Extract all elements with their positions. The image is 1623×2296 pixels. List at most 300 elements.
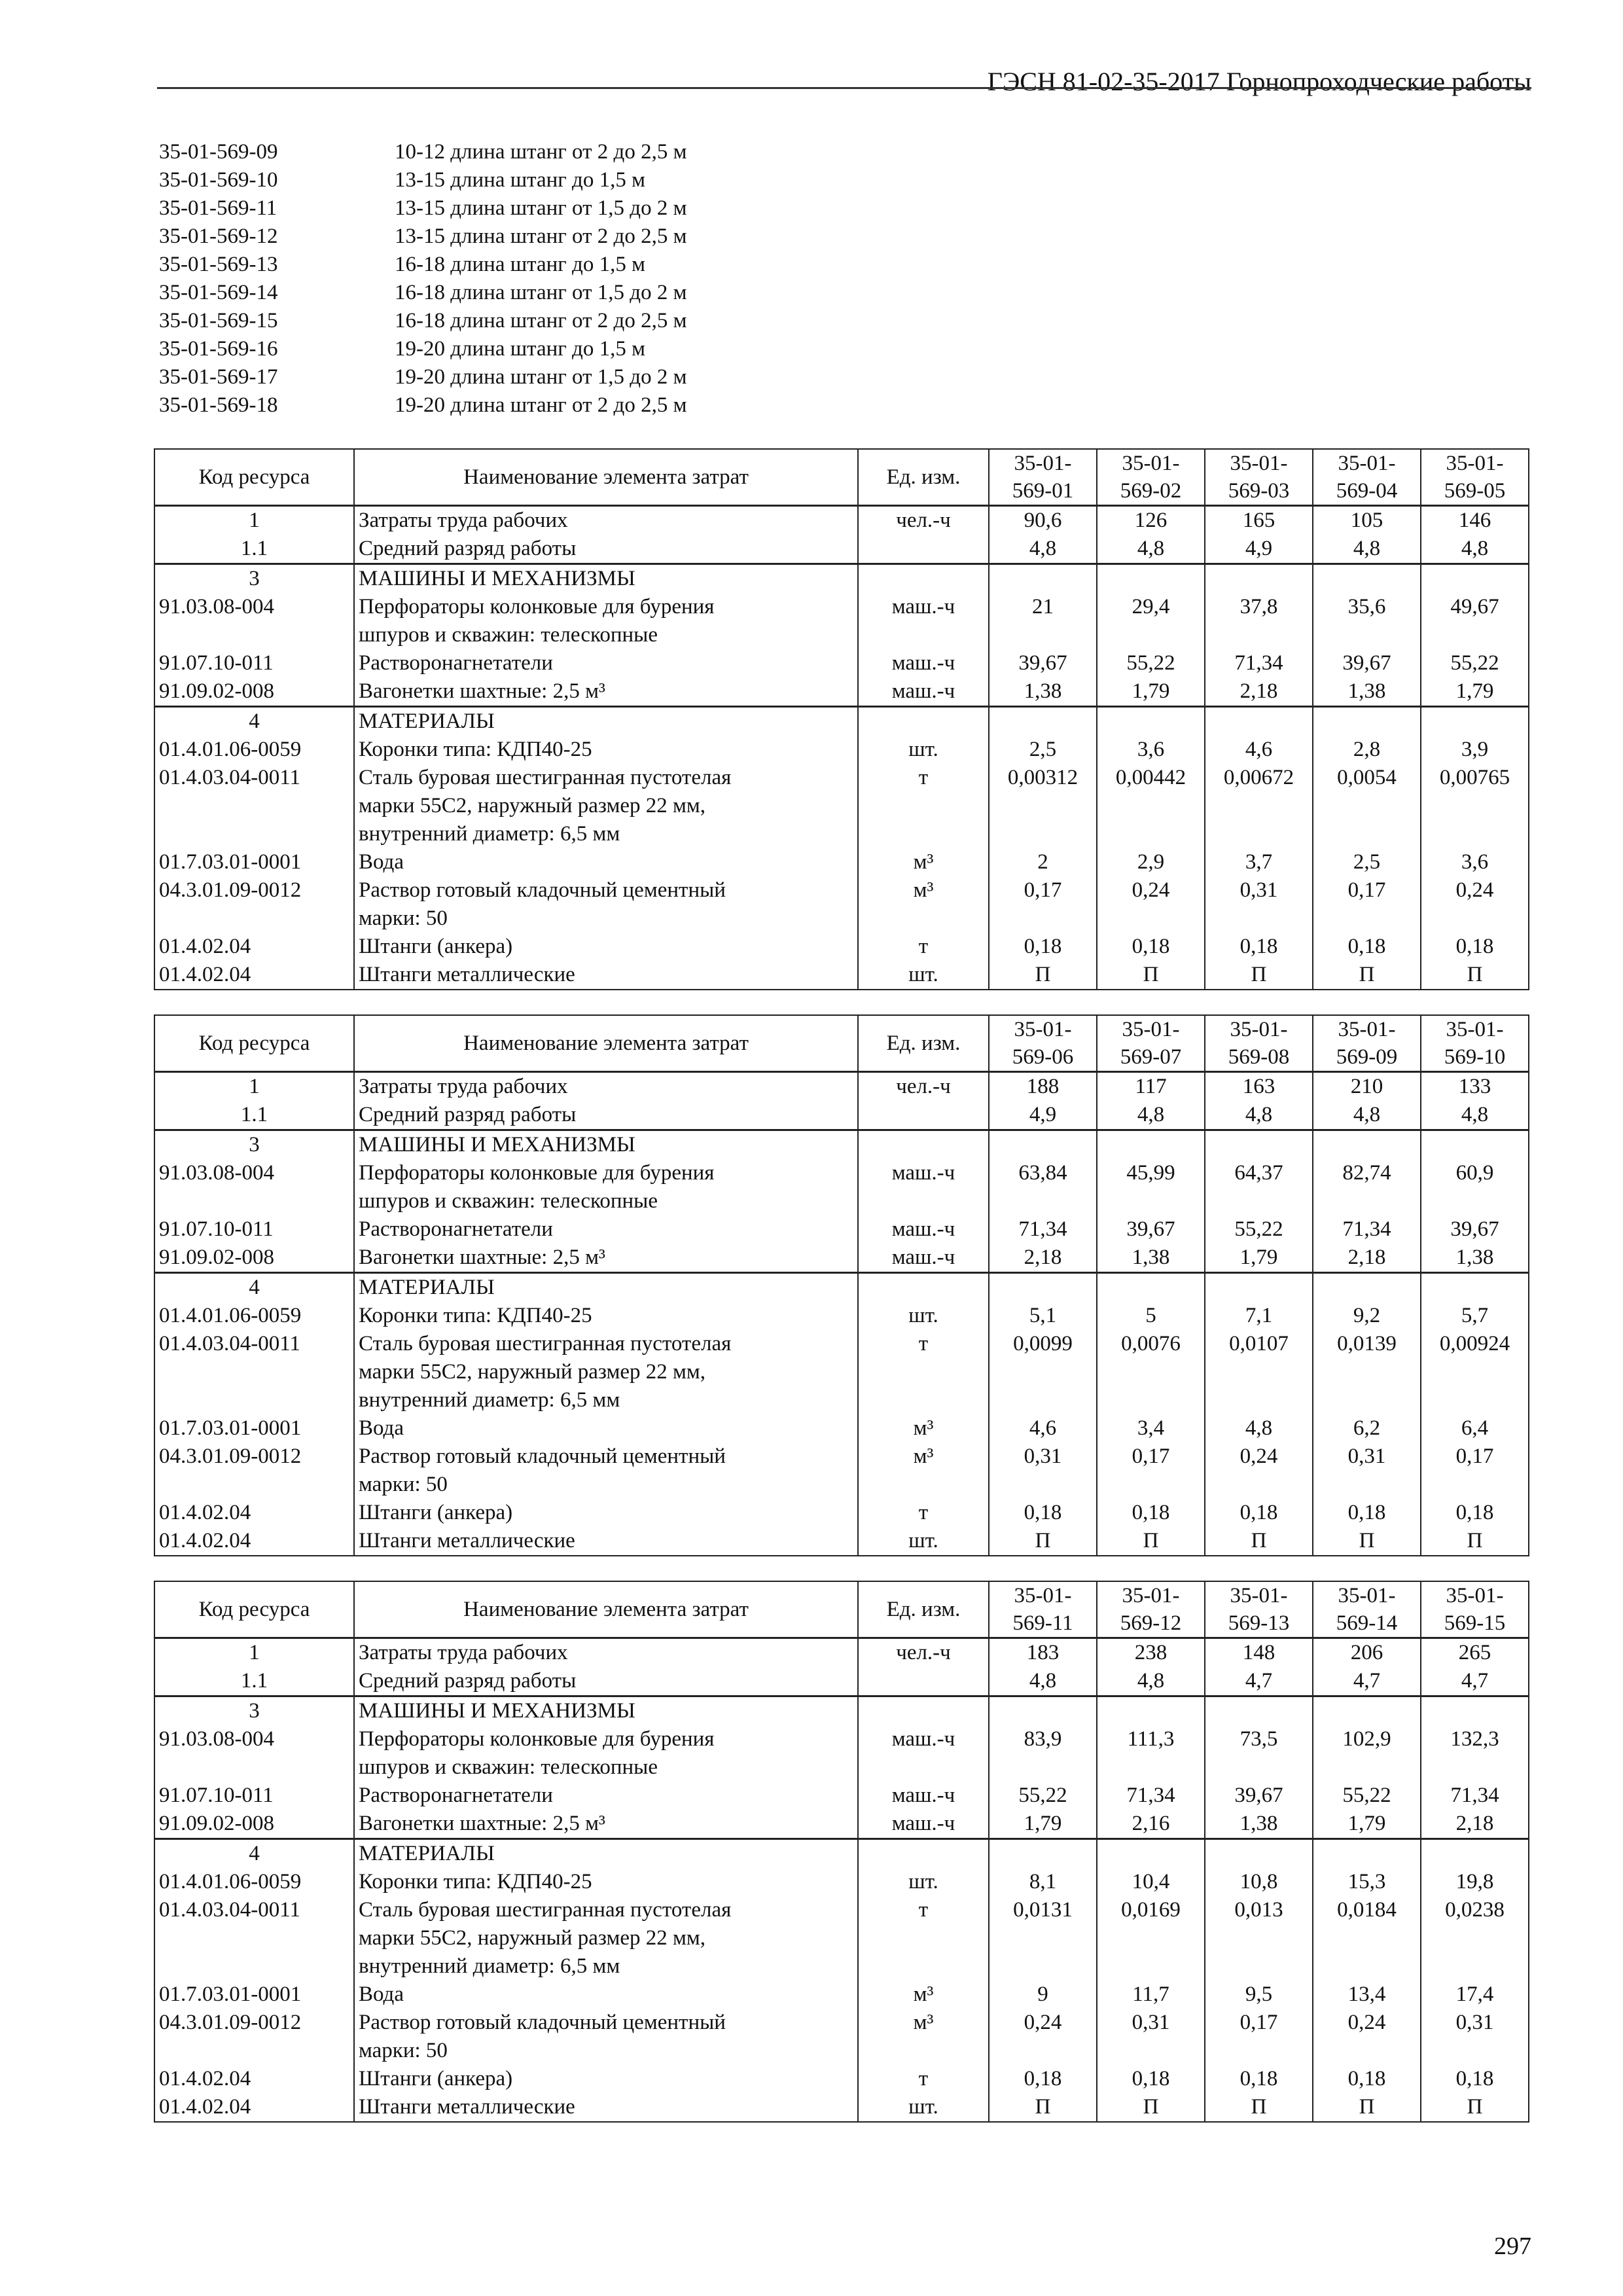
resource-name: МАТЕРИАЛЫ xyxy=(354,707,858,736)
resource-code xyxy=(154,1386,354,1414)
table-row xyxy=(154,506,1529,535)
resource-unit xyxy=(858,2037,989,2065)
resource-code: 4 xyxy=(154,1273,354,1302)
resource-value xyxy=(989,1358,1097,1386)
table-row xyxy=(154,1101,1529,1130)
resource-unit: чел.-ч xyxy=(858,1638,989,1668)
resource-code: 91.03.08-004 xyxy=(154,1725,354,1753)
code: 35-01-569-15 xyxy=(159,309,278,332)
resource-value: 2,5 xyxy=(989,736,1097,764)
header-norm-code xyxy=(1421,1015,1529,1072)
resource-value: 0,0139 xyxy=(1313,1330,1421,1358)
resource-value: 7,1 xyxy=(1205,1302,1313,1330)
resource-name: марки: 50 xyxy=(354,1471,858,1499)
header-code: Код ресурса xyxy=(154,1581,354,1638)
resource-code: 91.07.10-011 xyxy=(154,649,354,677)
resource-name: шпуров и скважин: телескопные xyxy=(354,1187,858,1215)
table-row xyxy=(154,707,1529,736)
resource-name: Раствор готовый кладочный цементный xyxy=(354,1443,858,1471)
resource-value xyxy=(1313,1696,1421,1726)
resource-value: 1,79 xyxy=(1205,1244,1313,1273)
resource-value xyxy=(1205,1273,1313,1302)
resource-value: 0,0184 xyxy=(1313,1896,1421,1924)
resource-value: 13,4 xyxy=(1313,1981,1421,2009)
resource-value: 0,0107 xyxy=(1205,1330,1313,1358)
header-name: Наименование элемента затрат xyxy=(354,449,858,506)
resource-value: 55,22 xyxy=(1097,649,1205,677)
norm-code-line2: 569-04 xyxy=(1336,479,1398,503)
resource-name: шпуров и скважин: телескопные xyxy=(354,1753,858,1782)
table-row xyxy=(154,1638,1529,1668)
resource-value: 0,18 xyxy=(1313,2065,1421,2093)
resource-name: Затраты труда рабочих xyxy=(354,1072,858,1102)
norm-code-line2: 569-07 xyxy=(1120,1045,1182,1069)
resource-value: 0,31 xyxy=(1313,1443,1421,1471)
table-row xyxy=(154,1215,1529,1244)
resource-value: 1,79 xyxy=(1097,677,1205,707)
resource-value xyxy=(1097,1386,1205,1414)
resource-value: 39,67 xyxy=(1205,1782,1313,1810)
resource-name: Штанги металлические xyxy=(354,961,858,990)
resource-value: 102,9 xyxy=(1313,1725,1421,1753)
code: 35-01-569-14 xyxy=(159,281,278,304)
code-description: 16-18 длина штанг до 1,5 м xyxy=(395,253,645,276)
resource-value xyxy=(1421,1386,1529,1414)
resource-value xyxy=(1205,707,1313,736)
resource-name: шпуров и скважин: телескопные xyxy=(354,621,858,649)
resource-value: 4,6 xyxy=(989,1414,1097,1443)
table-row xyxy=(154,1696,1529,1726)
resource-value xyxy=(1421,1924,1529,1952)
resource-value: 39,67 xyxy=(1421,1215,1529,1244)
resource-value: П xyxy=(1421,2093,1529,2122)
table-row xyxy=(154,2065,1529,2093)
resource-value: 1,79 xyxy=(989,1810,1097,1839)
resource-value: 2 xyxy=(989,848,1097,876)
resource-name: Затраты труда рабочих xyxy=(354,1638,858,1668)
resource-value: 55,22 xyxy=(1205,1215,1313,1244)
resource-value xyxy=(1313,1273,1421,1302)
resource-value xyxy=(1205,1130,1313,1160)
resource-unit: т xyxy=(858,2065,989,2093)
table-row xyxy=(154,564,1529,594)
norm-code-line2: 569-12 xyxy=(1120,1611,1182,1635)
norm-code-line1: 35-01- xyxy=(1014,1584,1072,1607)
resource-name: Штанги (анкера) xyxy=(354,1499,858,1527)
resource-unit xyxy=(858,1696,989,1726)
resource-name: Вагонетки шахтные: 2,5 м³ xyxy=(354,1810,858,1839)
resource-value xyxy=(1205,1187,1313,1215)
resource-value xyxy=(1421,621,1529,649)
resource-value xyxy=(1205,564,1313,594)
code-description: 10-12 длина штанг от 2 до 2,5 м xyxy=(395,140,687,164)
resource-value xyxy=(1313,1753,1421,1782)
resource-value: 45,99 xyxy=(1097,1159,1205,1187)
resource-value: 210 xyxy=(1313,1072,1421,1102)
resource-value: 5 xyxy=(1097,1302,1205,1330)
resource-value: П xyxy=(1313,2093,1421,2122)
table-row xyxy=(154,1130,1529,1160)
resource-value: П xyxy=(989,2093,1097,2122)
resource-unit: т xyxy=(858,1896,989,1924)
resource-value: 0,24 xyxy=(989,2009,1097,2037)
norm-code-line2: 569-06 xyxy=(1012,1045,1074,1069)
resource-unit: маш.-ч xyxy=(858,649,989,677)
norm-code-line2: 569-15 xyxy=(1444,1611,1506,1635)
resource-name: Растворонагнетатели xyxy=(354,1782,858,1810)
table-row xyxy=(154,2093,1529,2122)
table-row xyxy=(154,1896,1529,1924)
table-row xyxy=(154,1330,1529,1358)
header-norm-code xyxy=(1313,1015,1421,1072)
resource-value: 8,1 xyxy=(989,1868,1097,1896)
norm-code-line1: 35-01- xyxy=(1122,1018,1180,1041)
resource-value: 206 xyxy=(1313,1638,1421,1668)
resource-value xyxy=(1313,820,1421,848)
resource-name: Средний разряд работы xyxy=(354,1101,858,1130)
resource-unit xyxy=(858,1130,989,1160)
table-row xyxy=(154,1782,1529,1810)
header-norm-code xyxy=(1421,1581,1529,1638)
resource-unit xyxy=(858,1187,989,1215)
table-row xyxy=(154,1981,1529,2009)
resource-unit: шт. xyxy=(858,2093,989,2122)
resource-unit xyxy=(858,1839,989,1869)
table-row xyxy=(154,1358,1529,1386)
resource-value: 4,8 xyxy=(1097,1667,1205,1696)
resource-value: 2,8 xyxy=(1313,736,1421,764)
table-row xyxy=(154,1667,1529,1696)
code-list xyxy=(159,138,687,420)
resource-value: П xyxy=(989,1527,1097,1556)
resource-name: марки 55С2, наружный размер 22 мм, xyxy=(354,1924,858,1952)
resource-name: Коронки типа: КДП40-25 xyxy=(354,1302,858,1330)
resource-value: 71,34 xyxy=(1097,1782,1205,1810)
resource-value xyxy=(989,1839,1097,1869)
resource-name: внутренний диаметр: 6,5 мм xyxy=(354,820,858,848)
code: 35-01-569-16 xyxy=(159,337,278,361)
resource-value xyxy=(1421,564,1529,594)
resource-value xyxy=(1421,820,1529,848)
norm-code-line1: 35-01- xyxy=(1338,452,1396,475)
resource-value: 4,7 xyxy=(1421,1667,1529,1696)
resource-code: 01.4.03.04-0011 xyxy=(154,1330,354,1358)
resource-unit: м³ xyxy=(858,1443,989,1471)
resource-name: Средний разряд работы xyxy=(354,1667,858,1696)
resource-code: 04.3.01.09-0012 xyxy=(154,876,354,905)
code-list-item xyxy=(159,251,687,279)
code-list-item xyxy=(159,166,687,194)
norm-code-line1: 35-01- xyxy=(1014,1018,1072,1041)
resource-value: П xyxy=(1097,961,1205,990)
resource-value xyxy=(1205,1386,1313,1414)
resource-value: 0,18 xyxy=(1205,2065,1313,2093)
resource-value: 117 xyxy=(1097,1072,1205,1102)
resource-value: 4,7 xyxy=(1205,1667,1313,1696)
table-row xyxy=(154,621,1529,649)
resource-value xyxy=(1097,2037,1205,2065)
resource-value: 4,8 xyxy=(989,1667,1097,1696)
code-description: 19-20 длина штанг от 1,5 до 2 м xyxy=(395,365,687,389)
code-list-item xyxy=(159,363,687,391)
resource-code xyxy=(154,792,354,820)
resource-value xyxy=(1421,1839,1529,1869)
resource-code: 4 xyxy=(154,707,354,736)
resource-value xyxy=(1421,1696,1529,1726)
norm-code-line2: 569-05 xyxy=(1444,479,1506,503)
resource-value: 4,9 xyxy=(1205,535,1313,564)
resource-value: 0,17 xyxy=(1421,1443,1529,1471)
resource-value xyxy=(1097,1952,1205,1981)
resource-code xyxy=(154,1753,354,1782)
resource-code: 01.4.01.06-0059 xyxy=(154,736,354,764)
resource-value: П xyxy=(1097,1527,1205,1556)
table-row xyxy=(154,1072,1529,1102)
resource-value xyxy=(1421,905,1529,933)
resource-value: 35,6 xyxy=(1313,593,1421,621)
resource-value: 55,22 xyxy=(1313,1782,1421,1810)
resource-value: 0,00312 xyxy=(989,764,1097,792)
resource-value: 0,24 xyxy=(1205,1443,1313,1471)
resource-code: 1 xyxy=(154,1638,354,1668)
resource-value xyxy=(1421,1130,1529,1160)
resource-value: 2,18 xyxy=(1313,1244,1421,1273)
resource-value xyxy=(1421,1952,1529,1981)
resource-code: 01.4.02.04 xyxy=(154,933,354,961)
resource-value: 265 xyxy=(1421,1638,1529,1668)
header-norm-code xyxy=(1421,449,1529,506)
resource-name: Затраты труда рабочих xyxy=(354,506,858,535)
resource-value: 4,9 xyxy=(989,1101,1097,1130)
resource-value: 4,8 xyxy=(1421,1101,1529,1130)
code-description: 16-18 длина штанг от 2 до 2,5 м xyxy=(395,309,687,332)
resource-code: 1.1 xyxy=(154,1101,354,1130)
resource-value: 6,2 xyxy=(1313,1414,1421,1443)
resource-value: 0,00442 xyxy=(1097,764,1205,792)
resource-value: 188 xyxy=(989,1072,1097,1102)
resource-value: П xyxy=(1421,1527,1529,1556)
resource-value: 183 xyxy=(989,1638,1097,1668)
resource-value: 0,18 xyxy=(989,1499,1097,1527)
resource-value: 1,38 xyxy=(1205,1810,1313,1839)
header-code: Код ресурса xyxy=(154,449,354,506)
code-list-item xyxy=(159,335,687,363)
resource-code: 1.1 xyxy=(154,535,354,564)
resource-unit: т xyxy=(858,1330,989,1358)
header-code: Код ресурса xyxy=(154,1015,354,1072)
resource-value xyxy=(1097,1130,1205,1160)
code: 35-01-569-18 xyxy=(159,393,278,417)
resource-value: 3,6 xyxy=(1421,848,1529,876)
resource-value xyxy=(989,707,1097,736)
resource-value xyxy=(1205,905,1313,933)
resource-value: 0,0054 xyxy=(1313,764,1421,792)
norm-code-line1: 35-01- xyxy=(1338,1584,1396,1607)
code: 35-01-569-13 xyxy=(159,253,278,276)
resource-value xyxy=(1097,707,1205,736)
resource-value: 6,4 xyxy=(1421,1414,1529,1443)
resource-value: 9,2 xyxy=(1313,1302,1421,1330)
resource-value: 0,013 xyxy=(1205,1896,1313,1924)
resource-unit: т xyxy=(858,1499,989,1527)
resource-value xyxy=(989,820,1097,848)
resource-value: 0,18 xyxy=(1421,933,1529,961)
resource-value: 0,24 xyxy=(1313,2009,1421,2037)
resource-code: 91.09.02-008 xyxy=(154,1810,354,1839)
resource-code xyxy=(154,1358,354,1386)
resource-value xyxy=(1313,2037,1421,2065)
resource-code: 91.09.02-008 xyxy=(154,1244,354,1273)
norm-code-line1: 35-01- xyxy=(1122,1584,1180,1607)
table-row xyxy=(154,933,1529,961)
resource-table xyxy=(154,1014,1529,1556)
resource-value: 0,18 xyxy=(1313,1499,1421,1527)
resource-value: 4,6 xyxy=(1205,736,1313,764)
norm-code-line1: 35-01- xyxy=(1338,1018,1396,1041)
resource-value: П xyxy=(1421,961,1529,990)
resource-unit xyxy=(858,1273,989,1302)
code-description: 13-15 длина штанг от 1,5 до 2 м xyxy=(395,196,687,220)
resource-value: 2,18 xyxy=(989,1244,1097,1273)
resource-name: Штанги (анкера) xyxy=(354,933,858,961)
resource-name: Раствор готовый кладочный цементный xyxy=(354,2009,858,2037)
resource-value: 0,0131 xyxy=(989,1896,1097,1924)
resource-unit: маш.-ч xyxy=(858,1215,989,1244)
resource-value xyxy=(1097,1839,1205,1869)
header-norm-code xyxy=(1097,1015,1205,1072)
table-row xyxy=(154,1159,1529,1187)
resource-unit: м³ xyxy=(858,2009,989,2037)
table-row xyxy=(154,677,1529,707)
norm-code-line2: 569-08 xyxy=(1228,1045,1290,1069)
resource-value: 82,74 xyxy=(1313,1159,1421,1187)
resource-value xyxy=(1313,905,1421,933)
resource-value xyxy=(1313,1924,1421,1952)
table-header-row xyxy=(154,449,1529,506)
resource-name: внутренний диаметр: 6,5 мм xyxy=(354,1386,858,1414)
resource-value: П xyxy=(1097,2093,1205,2122)
resource-name: Сталь буровая шестигранная пустотелая xyxy=(354,1330,858,1358)
code: 35-01-569-11 xyxy=(159,196,277,220)
table-row xyxy=(154,1753,1529,1782)
table-row xyxy=(154,1839,1529,1869)
resource-code: 01.4.01.06-0059 xyxy=(154,1868,354,1896)
resource-value: 0,31 xyxy=(1097,2009,1205,2037)
resource-value: 1,79 xyxy=(1421,677,1529,707)
resource-value: 0,18 xyxy=(1421,1499,1529,1527)
norm-code-line1: 35-01- xyxy=(1230,1584,1288,1607)
resource-value: 0,00765 xyxy=(1421,764,1529,792)
resource-value: 1,38 xyxy=(1421,1244,1529,1273)
resource-code xyxy=(154,1187,354,1215)
resource-value xyxy=(989,1273,1097,1302)
header-rule xyxy=(157,87,1531,89)
resource-value xyxy=(1097,621,1205,649)
resource-value: 29,4 xyxy=(1097,593,1205,621)
resource-code xyxy=(154,1952,354,1981)
header-name: Наименование элемента затрат xyxy=(354,1015,858,1072)
resource-unit: чел.-ч xyxy=(858,1072,989,1102)
resource-value: 165 xyxy=(1205,506,1313,535)
table-row xyxy=(154,1244,1529,1273)
resource-value xyxy=(1421,2037,1529,2065)
table-header-row xyxy=(154,1015,1529,1072)
resource-value: 64,37 xyxy=(1205,1159,1313,1187)
resource-code: 1 xyxy=(154,1072,354,1102)
resource-code xyxy=(154,1924,354,1952)
resource-value: 0,18 xyxy=(1205,1499,1313,1527)
resource-code: 01.4.01.06-0059 xyxy=(154,1302,354,1330)
table-row xyxy=(154,2009,1529,2037)
resource-code: 04.3.01.09-0012 xyxy=(154,2009,354,2037)
norm-code-line2: 569-02 xyxy=(1120,479,1182,503)
resource-unit xyxy=(858,564,989,594)
resource-unit: маш.-ч xyxy=(858,1244,989,1273)
resource-value: 163 xyxy=(1205,1072,1313,1102)
code-list-item xyxy=(159,138,687,166)
resource-value: 60,9 xyxy=(1421,1159,1529,1187)
header-unit: Ед. изм. xyxy=(858,1015,989,1072)
resource-name: МАШИНЫ И МЕХАНИЗМЫ xyxy=(354,1696,858,1726)
header-norm-code xyxy=(989,449,1097,506)
resource-name: Сталь буровая шестигранная пустотелая xyxy=(354,764,858,792)
resource-value: 10,4 xyxy=(1097,1868,1205,1896)
resource-value xyxy=(1421,1753,1529,1782)
resource-value xyxy=(989,792,1097,820)
resource-name: марки 55С2, наружный размер 22 мм, xyxy=(354,792,858,820)
resource-value xyxy=(1097,1696,1205,1726)
resource-name: марки: 50 xyxy=(354,905,858,933)
resource-value xyxy=(1313,621,1421,649)
resource-code: 91.09.02-008 xyxy=(154,677,354,707)
resource-name: Вода xyxy=(354,1414,858,1443)
resource-value xyxy=(989,1924,1097,1952)
resource-value: 4,8 xyxy=(989,535,1097,564)
norm-code-line1: 35-01- xyxy=(1446,452,1504,475)
resource-value: 0,24 xyxy=(1097,876,1205,905)
resource-value: 3,6 xyxy=(1097,736,1205,764)
resource-value: 0,24 xyxy=(1421,876,1529,905)
header-norm-code xyxy=(1313,449,1421,506)
resource-value xyxy=(1097,1924,1205,1952)
resource-value: 0,18 xyxy=(1313,933,1421,961)
resource-value xyxy=(1421,707,1529,736)
resource-unit: шт. xyxy=(858,1868,989,1896)
table-row xyxy=(154,1443,1529,1471)
norm-code-line2: 569-09 xyxy=(1336,1045,1398,1069)
resource-value: 126 xyxy=(1097,506,1205,535)
resource-value: 2,9 xyxy=(1097,848,1205,876)
resource-name: Вагонетки шахтные: 2,5 м³ xyxy=(354,1244,858,1273)
resource-value: 4,8 xyxy=(1205,1414,1313,1443)
resource-name: МАТЕРИАЛЫ xyxy=(354,1273,858,1302)
resource-code: 01.4.03.04-0011 xyxy=(154,1896,354,1924)
resource-code: 01.4.02.04 xyxy=(154,1527,354,1556)
resource-value xyxy=(1313,792,1421,820)
resource-unit xyxy=(858,1101,989,1130)
resource-unit xyxy=(858,1952,989,1981)
table-row xyxy=(154,1868,1529,1896)
resource-value xyxy=(989,564,1097,594)
resource-value: 2,16 xyxy=(1097,1810,1205,1839)
resource-value: 63,84 xyxy=(989,1159,1097,1187)
resource-value: П xyxy=(1205,1527,1313,1556)
resource-value: 21 xyxy=(989,593,1097,621)
resource-value: 3,7 xyxy=(1205,848,1313,876)
resource-value: 4,8 xyxy=(1313,535,1421,564)
resource-value xyxy=(989,905,1097,933)
resource-unit: т xyxy=(858,764,989,792)
